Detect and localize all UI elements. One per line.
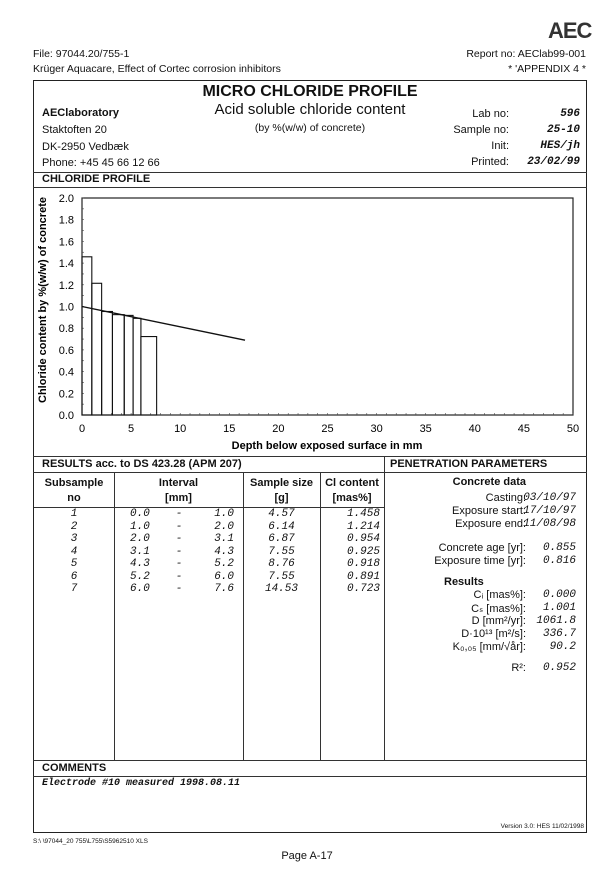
cell-sample-size: 7.55 <box>268 570 295 583</box>
project-title: Krüger Aquacare, Effect of Cortec corrosion inhibitors <box>33 63 281 75</box>
col-divider <box>384 456 385 760</box>
version-label: Version 3.0: HES 11/02/1998 <box>500 823 584 830</box>
x-tick-label: 0 <box>78 423 86 435</box>
cell-interval-dash: - <box>175 558 183 570</box>
x-tick-label: 10 <box>174 423 187 435</box>
file-number: File: 97044.20/755-1 <box>33 48 130 60</box>
exposure-start-label: Exposure start: <box>452 505 526 517</box>
ci-label: Cᵢ [mas%]: <box>473 589 526 601</box>
k-label: K₀,₀₅ [mm/√år]: <box>452 641 526 653</box>
divider <box>33 776 587 777</box>
file-path: S:\ \97044_20 755\L755\S5962510 XLS <box>33 838 148 845</box>
cell-interval-from: 1.0 <box>130 520 150 533</box>
subtitle: Acid soluble chloride content <box>214 101 406 118</box>
col-header-cl-content-unit: [mas%] <box>332 492 372 504</box>
aec-logo: AEC <box>548 18 592 43</box>
x-tick-label: 30 <box>370 423 383 435</box>
k-value: 90.2 <box>549 641 576 653</box>
d13-value: 336.7 <box>542 628 576 640</box>
y-tick-label: 0.0 <box>58 410 74 422</box>
col-header-subsample: Subsample <box>44 477 104 489</box>
y-tick-label: 1.4 <box>58 258 74 271</box>
cell-interval-to: 4.3 <box>214 545 234 558</box>
concrete-age-value: 0.855 <box>542 542 576 554</box>
y-tick-label: 2.0 <box>58 193 74 205</box>
cs-value: 1.001 <box>542 602 576 614</box>
cell-interval-dash: - <box>175 520 183 533</box>
cell-cl-content: 0.723 <box>346 583 380 595</box>
cell-sample-size: 4.57 <box>268 508 295 520</box>
lab-phone: Phone: +45 45 66 12 66 <box>42 157 160 169</box>
chloride-profile-chart <box>33 188 587 454</box>
cell-interval-dash: - <box>175 583 183 595</box>
x-tick-label: 50 <box>566 423 580 435</box>
comments-title: COMMENTS <box>42 762 107 774</box>
x-tick-label: 15 <box>223 423 236 435</box>
y-axis-label: Chloride content by %(w/w) of concrete <box>37 197 49 403</box>
comment-text: Electrode #10 measured 1998.08.11 <box>42 778 241 789</box>
exposure-time-value: 0.816 <box>542 555 576 567</box>
init-value: HES/jh <box>540 140 580 152</box>
y-tick-label: 1.0 <box>58 301 74 314</box>
cell-subsample-no: 2 <box>70 520 78 533</box>
report-number: Report no: AEClab99-001 <box>466 48 586 60</box>
exposure-start-value: 17/10/97 <box>523 505 576 517</box>
r2-label: R²: <box>511 662 526 674</box>
cell-sample-size: 6.14 <box>268 520 295 533</box>
cell-interval-to: 5.2 <box>214 558 234 570</box>
cell-sample-size: 6.87 <box>268 533 295 545</box>
penetration-title: PENETRATION PARAMETERS <box>390 458 548 470</box>
d-label: D [mm²/yr]: <box>471 615 526 627</box>
cell-interval-to: 3.1 <box>214 533 234 545</box>
cell-interval-from: 2.0 <box>130 533 150 545</box>
init-label: Init: <box>491 140 509 152</box>
cell-interval-from: 6.0 <box>130 583 150 595</box>
cell-interval-from: 4.3 <box>130 558 150 570</box>
concrete-data-title: Concrete data <box>452 476 526 488</box>
cell-interval-to: 7.6 <box>214 583 234 595</box>
x-tick-label: 5 <box>128 423 135 435</box>
appendix-label: * 'APPENDIX 4 * <box>508 63 586 75</box>
y-tick-label: 1.8 <box>58 214 74 227</box>
results-subtitle: Results <box>444 576 484 588</box>
d13-label: D·10¹³ [m²/s]: <box>461 628 526 640</box>
chart-section-title: CHLORIDE PROFILE <box>42 173 151 185</box>
col-divider <box>114 473 115 760</box>
divider <box>33 760 587 761</box>
cell-interval-dash: - <box>175 570 183 583</box>
x-tick-label: 40 <box>468 423 481 435</box>
x-tick-label: 20 <box>272 423 285 435</box>
plot-area <box>82 198 573 415</box>
cell-subsample-no: 4 <box>70 545 78 558</box>
exposure-time-label: Exposure time [yr]: <box>434 555 526 567</box>
x-tick-label: 35 <box>419 423 432 435</box>
cell-interval-to: 2.0 <box>214 520 234 533</box>
printed-label: Printed: <box>471 156 509 168</box>
col-header-interval: Interval <box>158 477 199 489</box>
cell-subsample-no: 3 <box>70 533 78 545</box>
cell-interval-to: 6.0 <box>214 570 234 583</box>
col-header-sample-size: Sample size <box>250 477 313 489</box>
cell-cl-content: 0.954 <box>346 533 380 545</box>
cs-label: Cₛ [mas%]: <box>471 603 526 615</box>
cell-subsample-no: 5 <box>70 558 78 570</box>
exposure-end-value: 11/08/98 <box>523 518 576 530</box>
sample-no-label: Sample no: <box>453 124 509 136</box>
subtitle-note: (by %(w/w) of concrete) <box>254 122 366 134</box>
cell-subsample-no: 1 <box>70 508 78 520</box>
page-number: Page A-17 <box>281 850 333 862</box>
cell-cl-content: 0.925 <box>346 545 380 558</box>
r2-value: 0.952 <box>542 662 576 674</box>
lab-no-value: 596 <box>560 108 580 120</box>
lab-no-label: Lab no: <box>472 108 509 120</box>
cell-interval-from: 0.0 <box>130 508 150 520</box>
y-tick-label: 0.8 <box>58 323 74 336</box>
y-tick-label: 1.2 <box>58 279 74 292</box>
cell-cl-content: 1.458 <box>346 508 380 520</box>
y-tick-label: 0.2 <box>58 388 74 401</box>
x-tick-label: 45 <box>517 423 531 435</box>
x-axis-label: Depth below exposed surface in mm <box>231 440 423 452</box>
divider <box>33 456 587 457</box>
lab-address-2: DK-2950 Vedbæk <box>42 141 129 153</box>
results-title: RESULTS acc. to DS 423.28 (APM 207) <box>42 458 242 470</box>
lab-address-1: Staktoften 20 <box>42 124 107 136</box>
casting-value: 03/10/97 <box>523 492 576 504</box>
cell-cl-content: 1.214 <box>346 520 380 533</box>
cell-sample-size: 14.53 <box>264 583 298 595</box>
col-header-interval-unit: [mm] <box>165 492 192 504</box>
cell-cl-content: 0.891 <box>346 570 380 583</box>
col-header-subsample-unit: no <box>67 492 81 504</box>
y-tick-label: 0.6 <box>58 344 74 357</box>
cell-sample-size: 7.55 <box>268 545 295 558</box>
cell-interval-dash: - <box>175 533 183 545</box>
page-title: MICRO CHLORIDE PROFILE <box>202 83 418 100</box>
cell-interval-from: 5.2 <box>130 570 150 583</box>
y-tick-label: 1.6 <box>58 236 74 249</box>
y-tick-label: 0.4 <box>58 366 74 379</box>
ci-value: 0.000 <box>542 589 576 601</box>
cell-interval-from: 3.1 <box>130 545 150 558</box>
lab-name: AEClaboratory <box>42 107 120 119</box>
d-value: 1061.8 <box>536 615 576 627</box>
cell-subsample-no: 6 <box>70 570 78 583</box>
concrete-age-label: Concrete age [yr]: <box>438 542 526 554</box>
sample-no-value: 25-10 <box>546 124 580 136</box>
cell-interval-dash: - <box>175 508 183 520</box>
cell-interval-dash: - <box>175 545 183 558</box>
cell-subsample-no: 7 <box>70 583 78 595</box>
exposure-end-label: Exposure end: <box>455 518 526 530</box>
col-header-sample-size-unit: [g] <box>274 492 289 504</box>
col-header-cl-content: Cl content <box>325 477 379 489</box>
printed-value: 23/02/99 <box>527 156 580 168</box>
cell-interval-to: 1.0 <box>214 508 234 520</box>
casting-label: Casting: <box>485 492 526 504</box>
x-tick-label: 25 <box>321 423 334 435</box>
cell-sample-size: 8.76 <box>268 558 295 570</box>
divider <box>33 472 587 473</box>
cell-cl-content: 0.918 <box>346 558 380 570</box>
